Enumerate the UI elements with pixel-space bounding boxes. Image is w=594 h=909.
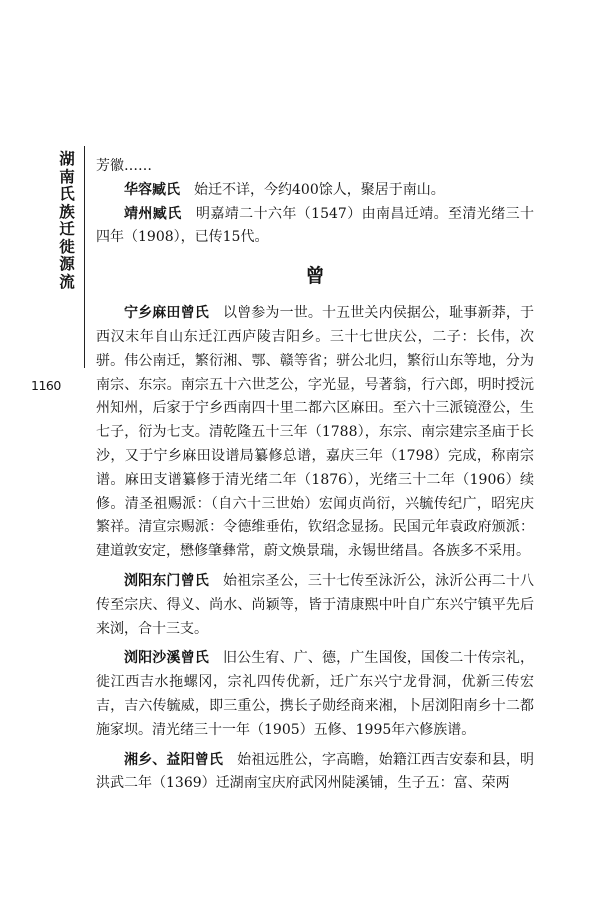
clan-name: 浏阳沙溪曾氏 xyxy=(124,650,209,667)
clan-text: 旧公生宥、广、德，广生国俊，国俊二十传宗礼，徙江西吉水拖螺冈，宗礼四传优新，迁广东兴宁龙骨洞，优新三传宏吉，吉六传毓威，即三重公，携长子勋经商来湘，卜居浏阳南乡十二都施家坝。清光绪三十一年（1905）五修、1995年六修族谱。 xyxy=(96,650,535,738)
clan-text: 明嘉靖二十六年（1547）由南昌迁靖。至清光绪三十四年（1908），已传15代。 xyxy=(96,205,534,246)
clan-entry xyxy=(96,302,534,564)
running-title-char: 南 xyxy=(59,166,75,186)
running-title-char: 源 xyxy=(59,254,75,273)
running-title-char: 徙 xyxy=(59,236,75,256)
clan-name: 靖州臧氏 xyxy=(124,205,182,222)
surname-heading: 曾 xyxy=(305,265,325,288)
clan-text: 始迁不详，今约400馀人，聚居于南山。 xyxy=(194,181,445,198)
clan-entry xyxy=(96,203,534,251)
clan-entry xyxy=(96,749,534,797)
running-title-char: 湖 xyxy=(59,149,75,168)
clan-text: 始祖远胜公，字高瞻，始籍江西吉安泰和县，明洪武二年（1369）迁湖南宝庆府武冈州陡溪铺，生子五：富、荣两 xyxy=(96,751,534,792)
running-title xyxy=(58,150,76,290)
clan-name: 浏阳东门曾氏 xyxy=(124,572,209,589)
clan-name: 湘乡、益阳曾氏 xyxy=(124,751,223,768)
running-title-char: 族 xyxy=(59,201,75,221)
margin-rule xyxy=(84,146,85,368)
clan-entry xyxy=(96,570,534,641)
clan-text: 始祖宗圣公，三十七传至泳沂公，泳沂公再二十八传至宗庆、得义、尚水、尚颖等，皆于清康熙中叶自广东兴宁镇平先后来浏，合十三支。 xyxy=(96,572,535,637)
page-body xyxy=(96,155,534,796)
page-number: 1160 xyxy=(31,378,61,393)
clan-entry xyxy=(96,179,534,203)
clan-entry xyxy=(96,647,534,742)
running-title-char: 流 xyxy=(59,271,75,291)
lead-line: 芳徽…… xyxy=(96,158,152,174)
clan-name: 宁乡麻田曾氏 xyxy=(124,305,209,322)
running-title-char: 迁 xyxy=(59,219,75,238)
clan-name: 华容臧氏 xyxy=(124,181,180,198)
running-title-char: 氏 xyxy=(59,184,75,203)
clan-text: 以曾参为一世。十五世关内侯据公，耻事新莽，于西汉末年自山东迁江西庐陵吉阳乡。三十七世庆公，二子：长伟，次骈。伟公南迁，繁衍湘、鄂、赣等省；骈公北归，繁衍山东等地，分为南宗、东宗。南宗五十六世芝公，字光显，号著翁，行六郎，明时授沅州知州，后家于宁乡西南四十里二都六区麻田。至六十三派镜澄公，生七子，衍为七支。清乾隆五十三年（1788），东宗、南宗建宗圣庙于长沙，又于宁乡麻田设谱局纂修总谱，嘉庆三年（1798）完成，称南宗谱。麻田支谱纂修于清光绪二年（1876），光绪三十二年（1906）续修。清圣祖赐派：（自六十三世始）宏闻贞尚衍，兴毓传纪广，昭宪庆繁祥。清宣宗赐派：令德维垂佑，钦绍念显扬。民国元年袁政府颁派：建道敦安定，懋修肇彝常，蔚文焕景瑞，永锡世绪昌。各族多不采用。 xyxy=(96,305,535,560)
